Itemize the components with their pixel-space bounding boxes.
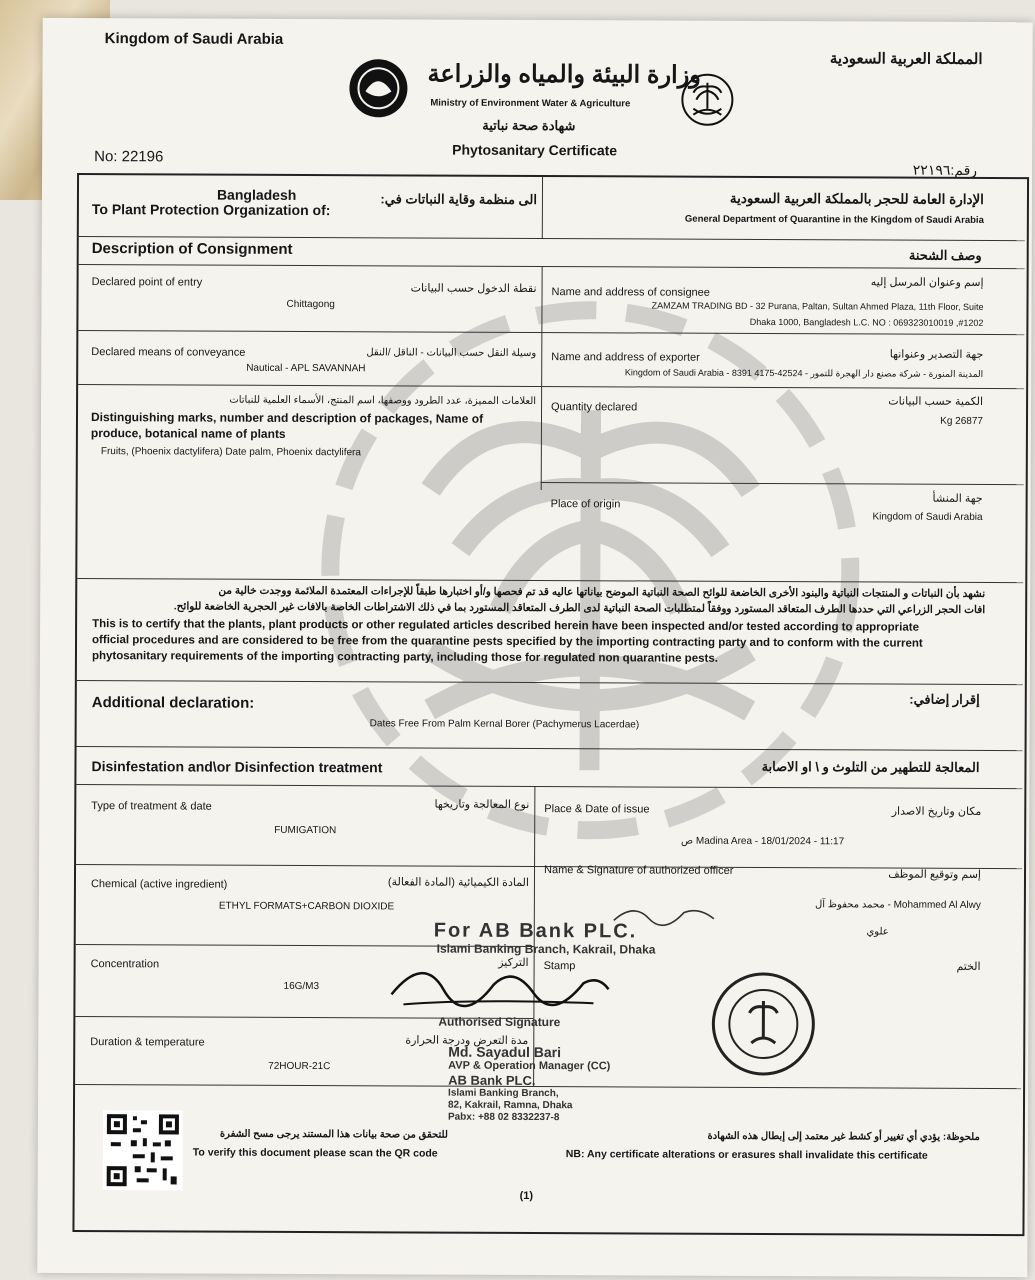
bank-sig-label: Authorised Signature bbox=[438, 1014, 561, 1030]
type-label-en: Type of treatment & date bbox=[91, 800, 212, 813]
origin-label-ar: جهة المنشأ bbox=[932, 492, 983, 505]
ministry-ar: وزارة البيئة والمياه والزراعة bbox=[427, 60, 701, 89]
officer-label-en: Name & Signature of authorized officer bbox=[544, 864, 734, 877]
issue-label-en: Place & Date of issue bbox=[544, 803, 650, 816]
cert-title-en: Phytosanitary Certificate bbox=[452, 141, 618, 159]
certify-ar-2: افات الحجر الزراعي التي حددها الطرف المتعاقد المستورد ووفقاً لمتطلبات الصحة النباتية لدى الطرف المتعاقد المستورد بما في ذلك الاشتراطات الخاصة بالافات غير الحجرية الخاضعة للوائح. bbox=[173, 600, 986, 616]
origin-value: Kingdom of Saudi Arabia bbox=[872, 511, 983, 523]
dept-en: General Department of Quarantine in the Kingdom of Saudi Arabia bbox=[684, 213, 984, 226]
consignee-value-2: #1202, Dhaka 1000, Bangladesh L.C. NO : 069323010019 bbox=[749, 316, 984, 328]
origin-label-en: Place of origin bbox=[550, 498, 621, 511]
certificate-page bbox=[37, 18, 1032, 1277]
marks-label-en-1: Distinguishing marks, number and description of packages, Name of bbox=[90, 410, 484, 426]
chemical-value: ETHYL FORMATS+CARBON DIOXIDE bbox=[218, 900, 395, 913]
consignee-label-en: Name and address of consignee bbox=[551, 286, 710, 299]
additional-label-en: Additional declaration: bbox=[91, 694, 255, 712]
issue-label-ar: مكان وتاريخ الاصدار bbox=[891, 805, 982, 818]
bank-officer-name: Md. Sayadul Bari bbox=[448, 1043, 562, 1061]
page-number: (1) bbox=[519, 1189, 534, 1202]
bank-name: AB Bank PLC. bbox=[448, 1072, 536, 1089]
bank-stamp-line1: For AB Bank PLC. bbox=[433, 919, 638, 943]
bank-officer-title: AVP & Operation Manager (CC) bbox=[448, 1059, 611, 1073]
quantity-label-en: Quantity declared bbox=[551, 401, 638, 414]
certify-en-1: This is to certify that the plants, plant products or other regulated articles described herein have been inspected and/or tested according to appropriate bbox=[92, 618, 920, 634]
issue-value: Madina Area - 18/01/2024 - 11:17 ص bbox=[680, 835, 845, 848]
bank-stamp-line2: Islami Banking Branch, Kakrail, Dhaka bbox=[436, 941, 656, 957]
to-org-label-en: To Plant Protection Organization of: bbox=[91, 201, 331, 219]
marks-label-en-2: produce, botanical name of plants bbox=[90, 426, 286, 441]
treatment-section-en: Disinfestation and\or Disinfection treatment bbox=[91, 758, 383, 776]
kingdom-ar: المملكة العربية السعودية bbox=[829, 50, 983, 68]
cert-title-ar: شهادة صحة نباتية bbox=[482, 117, 576, 134]
exporter-label-ar: جهة التصدير وعنوانها bbox=[889, 348, 984, 361]
bank-branch: Islami Banking Branch, bbox=[448, 1087, 559, 1100]
palm-swords-emblem-icon bbox=[680, 73, 734, 127]
officer-value-2: علوي bbox=[866, 926, 889, 938]
certify-en-2: official procedures and are considered to be free from the quarantine pests specified by the importing contracting party and to conform with the current bbox=[92, 634, 923, 650]
quantity-label-ar: الكمية حسب البيانات bbox=[888, 395, 984, 408]
marks-label-ar: العلامات المميزة، عدد الطرود ووصفها، اسم المنتج، الأسماء العلمية للنباتات bbox=[229, 394, 537, 408]
ministry-en: Ministry of Environment Water & Agriculture bbox=[430, 97, 631, 110]
conveyance-label-ar: وسيلة النقل حسب البيانات - الناقل /النقل bbox=[366, 347, 537, 360]
cert-number-en: No: 22196 bbox=[94, 148, 164, 166]
quantity-value: Kg 26877 bbox=[940, 415, 984, 427]
additional-value: Dates Free From Palm Kernal Borer (Pachymerus Lacerdae) bbox=[369, 718, 640, 731]
stamp-label-ar: الختم bbox=[956, 960, 981, 973]
concentration-value: 16G/M3 bbox=[283, 980, 320, 993]
cert-number-ar: رقم:٢٢١٩٦ bbox=[912, 161, 978, 178]
concentration-label-en: Concentration bbox=[90, 958, 160, 971]
kingdom-en: Kingdom of Saudi Arabia bbox=[104, 30, 284, 48]
duration-label-ar: مدة التعرض ودرجة الحرارة bbox=[405, 1034, 529, 1047]
exporter-label-en: Name and address of exporter bbox=[551, 351, 700, 364]
note-en: NB: Any certificate alterations or erasures shall invalidate this certificate bbox=[565, 1148, 928, 1162]
conveyance-label-en: Declared means of conveyance bbox=[91, 346, 246, 359]
entry-value: Chittagong bbox=[286, 298, 335, 311]
officer-value-1: Mohammed Al Alwy - محمد محفوظ آل bbox=[814, 899, 981, 911]
entry-label-ar: نقطة الدخول حسب البيانات bbox=[410, 282, 537, 296]
treatment-section-ar: المعالجة للتطهير من التلوث و \ او الاصابة bbox=[761, 758, 980, 775]
ministry-logo-icon bbox=[347, 57, 409, 119]
chemical-label-en: Chemical (active ingredient) bbox=[90, 878, 228, 891]
verification-qr-code-icon[interactable] bbox=[103, 1110, 183, 1190]
exporter-value: المدينة المنورة - شركة مصنع دار الهجرة للتمور - Kingdom of Saudi Arabia - 8391 4175-42524 bbox=[624, 367, 984, 379]
type-label-ar: نوع المعالجة وتاريخها bbox=[434, 798, 530, 811]
duration-label-en: Duration & temperature bbox=[90, 1036, 205, 1049]
stamp-label-en: Stamp bbox=[543, 960, 576, 973]
consignee-label-ar: إسم وعنوان المرسل إليه bbox=[870, 276, 984, 289]
chemical-label-ar: المادة الكيميائية (المادة الفعالة) bbox=[387, 876, 529, 889]
consignment-section-ar: وصف الشحنة bbox=[908, 247, 982, 263]
verify-ar: للتحقق من صحة بيانات هذا المستند يرجى مسح الشفرة bbox=[219, 1128, 448, 1141]
concentration-label-ar: التركيز bbox=[498, 956, 529, 969]
certify-ar-1: نشهد بأن النباتات و المنتجات النباتية والبنود الأخرى الخاضعة للوائح الصحة النباتية الموضح بياناتها عاليه قد تم فحصها و/أو اختبارها طبقاً للإجراءات المعتمدة الملائمة ووجدت خالية من bbox=[218, 584, 986, 600]
to-org-label-ar: الى منظمة وقاية النباتات في: bbox=[380, 191, 537, 208]
type-value: FUMIGATION bbox=[274, 824, 337, 837]
destination-country: Bangladesh bbox=[216, 186, 297, 203]
certify-en-3: phytosanitary requirements of the importing contracting party, including those for regulated non quarantine pests. bbox=[91, 650, 718, 665]
marks-value: Fruits, (Phoenix dactylifera) Date palm, Phoenix dactylifera bbox=[100, 446, 361, 459]
note-ar: ملحوظة: يؤدي أي تغيير أو كشط غير معتمد إلى إبطال هذه الشهادة bbox=[707, 1130, 980, 1143]
dept-ar: الإدارة العامة للحجر بالمملكة العربية السعودية bbox=[729, 190, 984, 207]
bank-address: 82, Kakrail, Ramna, Dhaka bbox=[447, 1099, 573, 1112]
officer-label-ar: إسم وتوقيع الموظف bbox=[888, 868, 982, 881]
verify-en: To verify this document please scan the QR code bbox=[192, 1146, 438, 1160]
duration-value: 72HOUR-21C bbox=[268, 1060, 331, 1073]
entry-label-en: Declared point of entry bbox=[91, 276, 203, 289]
conveyance-value: Nautical - APL SAVANNAH bbox=[246, 362, 366, 375]
official-quarantine-seal-icon bbox=[710, 971, 816, 1077]
consignment-section-en: Description of Consignment bbox=[91, 240, 293, 258]
consignee-value-1: ZAMZAM TRADING BD - 32 Purana, Paltan, Sultan Ahmed Plaza, 11th Floor, Suite bbox=[651, 300, 984, 312]
additional-label-ar: إقرار إضافي: bbox=[909, 691, 980, 707]
handwritten-signature-icon bbox=[383, 954, 613, 1017]
bank-pabx: Pabx: +88 02 8332237-8 bbox=[447, 1111, 560, 1124]
officer-signature-icon bbox=[609, 900, 719, 930]
